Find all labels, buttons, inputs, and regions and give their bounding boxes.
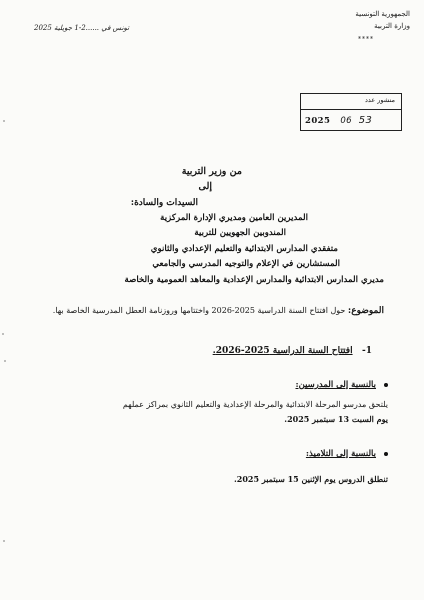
circular-number: 53 <box>358 115 373 126</box>
republic-name: الجمهورية التونسية <box>355 10 410 18</box>
bullet-dot-icon <box>384 452 388 456</box>
addressee-line: متفقدي المدارس الابتدائية والتعليم الإعدادي والثانوي <box>150 244 338 254</box>
bullet-heading: بالنسبة إلى المدرسين: <box>295 380 376 390</box>
subject-text: حول افتتاح السنة الدراسية 2025-2026 واختتامها وروزنامة العطل المدرسية الخاصة بها. <box>52 306 346 315</box>
greeting-line: السيدات والسادة: <box>130 198 198 208</box>
scan-speck <box>4 360 6 362</box>
circular-month: 06 <box>340 116 352 126</box>
section-number: 1- <box>361 346 372 356</box>
scan-speck <box>2 333 4 335</box>
bullet-dot-icon <box>384 383 388 387</box>
bullet-students <box>306 449 388 459</box>
bullet-heading: بالنسبة إلى التلاميذ: <box>305 449 376 459</box>
bullet-teachers <box>296 380 389 390</box>
ministry-name: وزارة التربية <box>374 22 410 30</box>
section-heading <box>213 346 372 356</box>
scan-speck <box>3 540 5 542</box>
circular-box-divider <box>301 109 401 110</box>
students-paragraph <box>48 472 388 487</box>
subject-label: الموضوع: <box>347 306 384 316</box>
subject-paragraph <box>40 303 384 319</box>
section-title: افتتاح السنة الدراسية 2025-2026. <box>212 346 353 356</box>
addressee-line: المستشارين في الإعلام والتوجيه المدرسي والجامعي <box>152 259 340 269</box>
paragraph-line: تنطلق الدروس يوم الإثنين 15 سبتمبر 2025. <box>233 474 388 484</box>
circular-label: منشور عدد <box>365 96 395 104</box>
paragraph-line: يوم السبت 13 سبتمبر 2025. <box>284 414 388 424</box>
header-stars: **** <box>358 36 374 43</box>
circular-year: 2025 <box>305 116 331 126</box>
sender-line: من وزير التربية <box>181 166 242 177</box>
teachers-paragraph <box>48 397 388 427</box>
addressee-line: مديري المدارس الابتدائية والمدارس الإعدادية والمعاهد العمومية والخاصة <box>124 275 384 285</box>
circular-number-row <box>305 115 372 126</box>
date-line: تونس في ......2-1 جويلية 2025 <box>34 24 130 32</box>
addressee-line: المندوبين الجهويين للتربية <box>194 228 286 238</box>
addressee-line: المديرين العامين ومديري الإدارة المركزية <box>160 213 308 223</box>
paragraph-line: يلتحق مدرسو المرحلة الابتدائية والمرحلة الإعدادية والتعليم الثانوي بمراكز عملهم <box>122 400 388 409</box>
circular-number-box <box>300 93 402 131</box>
scan-speck <box>3 120 5 122</box>
to-line: إلى <box>198 181 212 192</box>
